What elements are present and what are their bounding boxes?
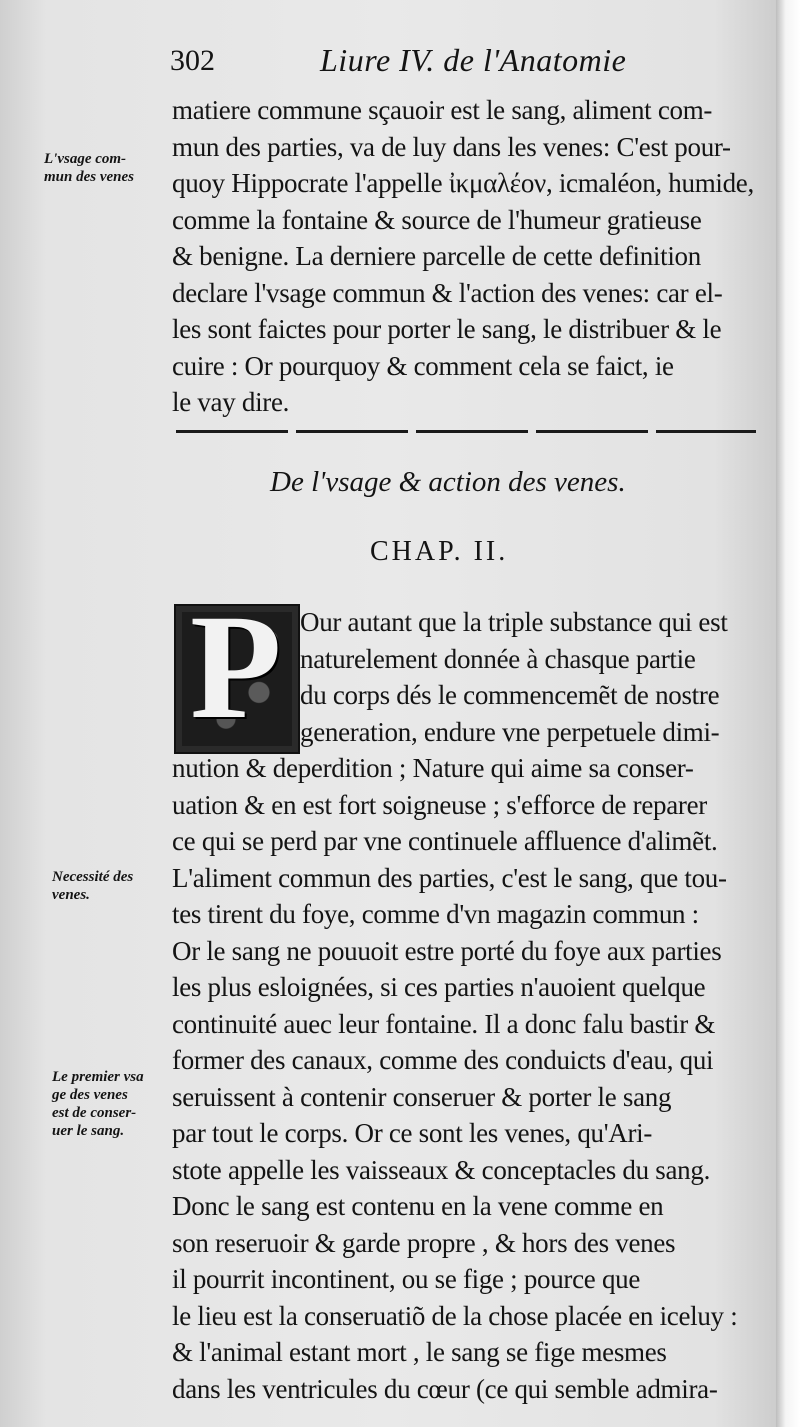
- text-line: le vay dire.: [172, 387, 290, 417]
- text-line: declare l'vsage commun & l'action des venes: car el-: [172, 277, 723, 308]
- text-line: dans les ventricules du cœur (ce qui semble admira-: [172, 1373, 718, 1404]
- text-line: les plus esloignées, si ces parties n'auoient quelque: [172, 972, 706, 1002]
- page-edge-shadow: [776, 0, 800, 1427]
- section-divider: [176, 430, 756, 433]
- page-header: [170, 40, 770, 86]
- text-line: generation, endure vne perpetuele dimi-: [300, 716, 720, 747]
- text-line: ce qui se perd par vne continuele affluence d'alimẽt.: [172, 826, 718, 856]
- text-line: par tout le corps. Or ce sont les venes, qu'Ari-: [172, 1118, 653, 1148]
- margin-note-line: mun des venes: [44, 169, 134, 185]
- text-line: son reseruoir & garde propre , & hors des venes: [172, 1227, 676, 1258]
- margin-note-line: Necessité des: [52, 869, 134, 885]
- text-line: seruissent à contenir conseruer & porter le sang: [172, 1081, 672, 1112]
- text-line: tes tirent du foye, comme d'vn magazin commun :: [172, 899, 699, 929]
- chapter-heading: De l'vsage & action des venes.: [270, 466, 626, 498]
- text-line: nution & deperdition ; Nature qui aime sa conser-: [172, 753, 694, 783]
- text-line: Our autant que la triple substance qui est: [300, 607, 728, 637]
- text-line: former des canaux, comme des conduicts d'eau, qui: [172, 1045, 714, 1075]
- decorative-dropcap: [174, 584, 300, 754]
- text-line: L'aliment commun des parties, c'est le sang, que tou-: [172, 862, 727, 893]
- text-line: quoy Hippocrate l'appelle ἰκμαλέον, icmaléon, humide,: [172, 168, 754, 198]
- text-line: & benigne. La derniere parcelle de cette definition: [172, 241, 701, 271]
- text-line: Donc le sang est contenu en la vene comme en: [172, 1191, 664, 1221]
- margin-note: [52, 868, 180, 904]
- text-line: du corps dés le commencemẽt de nostre: [300, 680, 720, 710]
- text-line: il pourrit incontinent, ou se fige ; pource que: [172, 1264, 641, 1294]
- dropcap-letter: P: [190, 584, 282, 750]
- text-line: stote appelle les vaisseaux & conceptacles du sang.: [172, 1154, 711, 1185]
- text-line: continuité auec leur fontaine. Il a donc falu bastir &: [172, 1008, 716, 1039]
- margin-note: [44, 150, 172, 186]
- text-line: naturelement donnée à chasque partie: [300, 643, 696, 674]
- text-line: uation & en est fort soigneuse ; s'efforce de reparer: [172, 789, 708, 820]
- running-title: Liure IV. de l'Anatomie: [320, 42, 627, 78]
- text-line: les sont faictes pour porter le sang, le distribuer & le: [172, 314, 722, 344]
- margin-note-line: uer le sang.: [52, 1123, 125, 1139]
- text-line: cuire : Or pourquoy & comment cela se faict, ie: [172, 350, 674, 381]
- text-line: Or le sang ne pouuoit estre porté du foye aux parties: [172, 935, 722, 966]
- text-line: matiere commune sçauoir est le sang, aliment com-: [172, 95, 713, 125]
- text-line: & l'animal estant mort , le sang se fige mesmes: [172, 1337, 667, 1367]
- margin-note-line: Le premier vsa: [52, 1069, 144, 1085]
- text-line: mun des parties, va de luy dans les venes: C'est pour-: [172, 131, 731, 162]
- paragraph-beside-dropcap: [300, 604, 770, 750]
- paragraph: [172, 750, 772, 1407]
- margin-note-line: venes.: [52, 887, 90, 903]
- page-number: 302: [170, 44, 215, 77]
- margin-note-line: est de conser-: [52, 1105, 137, 1121]
- chapter-number: CHAP. II.: [370, 536, 509, 567]
- paragraph: [172, 92, 772, 421]
- text-line: le lieu est la conseruatiõ de la chose placée en iceluy :: [172, 1300, 738, 1331]
- margin-note-line: L'vsage com-: [44, 151, 127, 167]
- margin-note: [52, 1068, 180, 1140]
- text-line: comme la fontaine & source de l'humeur gratieuse: [172, 204, 702, 235]
- margin-note-line: ge des venes: [52, 1087, 128, 1103]
